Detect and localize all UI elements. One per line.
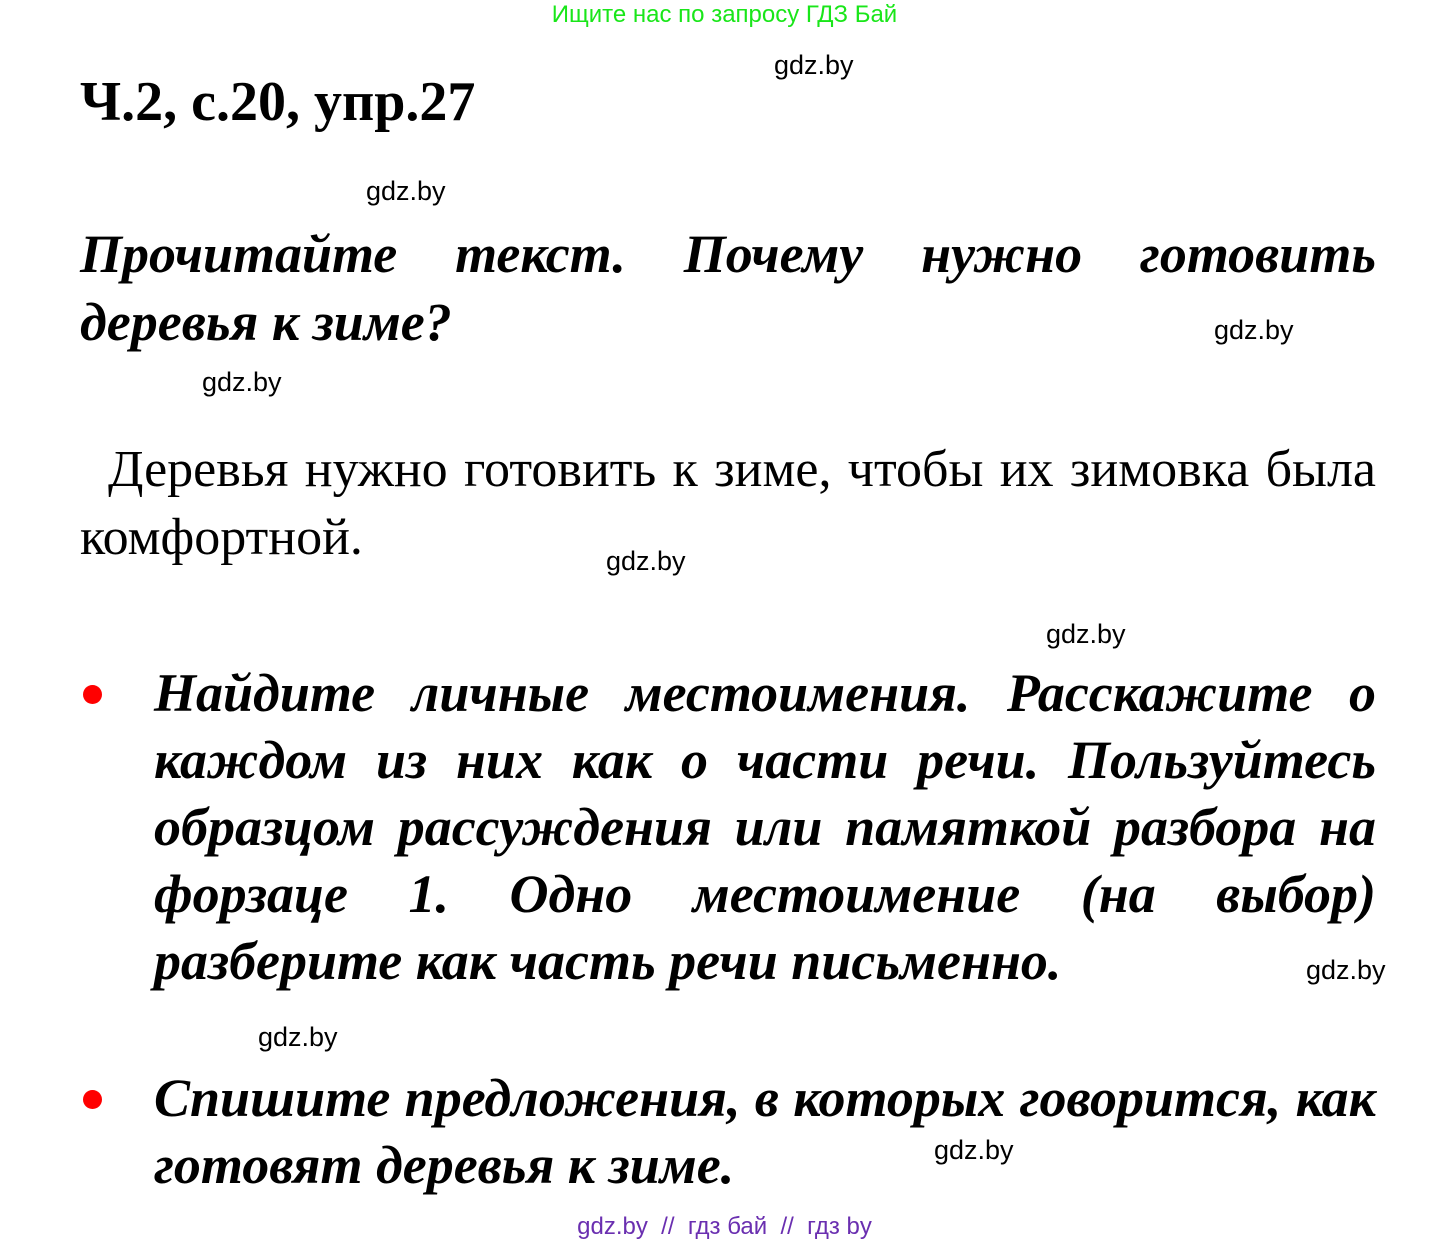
- bullet-item-1: [80, 660, 1376, 995]
- watermark: gdz.by: [258, 1022, 338, 1052]
- bullet-dot-icon: [83, 1090, 102, 1109]
- watermark: gdz.by: [1306, 955, 1386, 985]
- page-title: Ч.2, с.20, упр.27: [80, 71, 476, 133]
- bullet-dot-icon: [83, 685, 102, 704]
- watermark: gdz.by: [934, 1135, 1014, 1165]
- top-banner: Ищите нас по запросу ГДЗ Бай: [551, 1, 898, 28]
- footer-links: gdz.by // гдз бай // гдз by: [577, 1213, 872, 1240]
- answer-text: Деревья нужно готовить к зиме, чтобы их зимовка была комфортной.: [80, 441, 1376, 566]
- task-instruction: Прочитайте текст. Почему нужно готовить деревья к зиме?: [80, 224, 1376, 352]
- watermark: gdz.by: [366, 176, 446, 206]
- bullet-item-2: [80, 1065, 1376, 1199]
- watermark: gdz.by: [1214, 315, 1294, 345]
- watermark: gdz.by: [1046, 619, 1126, 649]
- watermark: gdz.by: [606, 546, 686, 576]
- bullet-text: Спишите предложения, в которых говорится, как готовят деревья к зиме.: [154, 1068, 1376, 1195]
- watermark: gdz.by: [202, 367, 282, 397]
- watermark: gdz.by: [774, 50, 854, 80]
- bullet-text: Найдите личные местоимения. Расскажите о каждом из них как о части речи. Пользуйтесь образцом рассуждения или памяткой разбора на форзаце 1. Одно местоимение (на выбор) разберите как часть речи письменно.: [154, 663, 1376, 991]
